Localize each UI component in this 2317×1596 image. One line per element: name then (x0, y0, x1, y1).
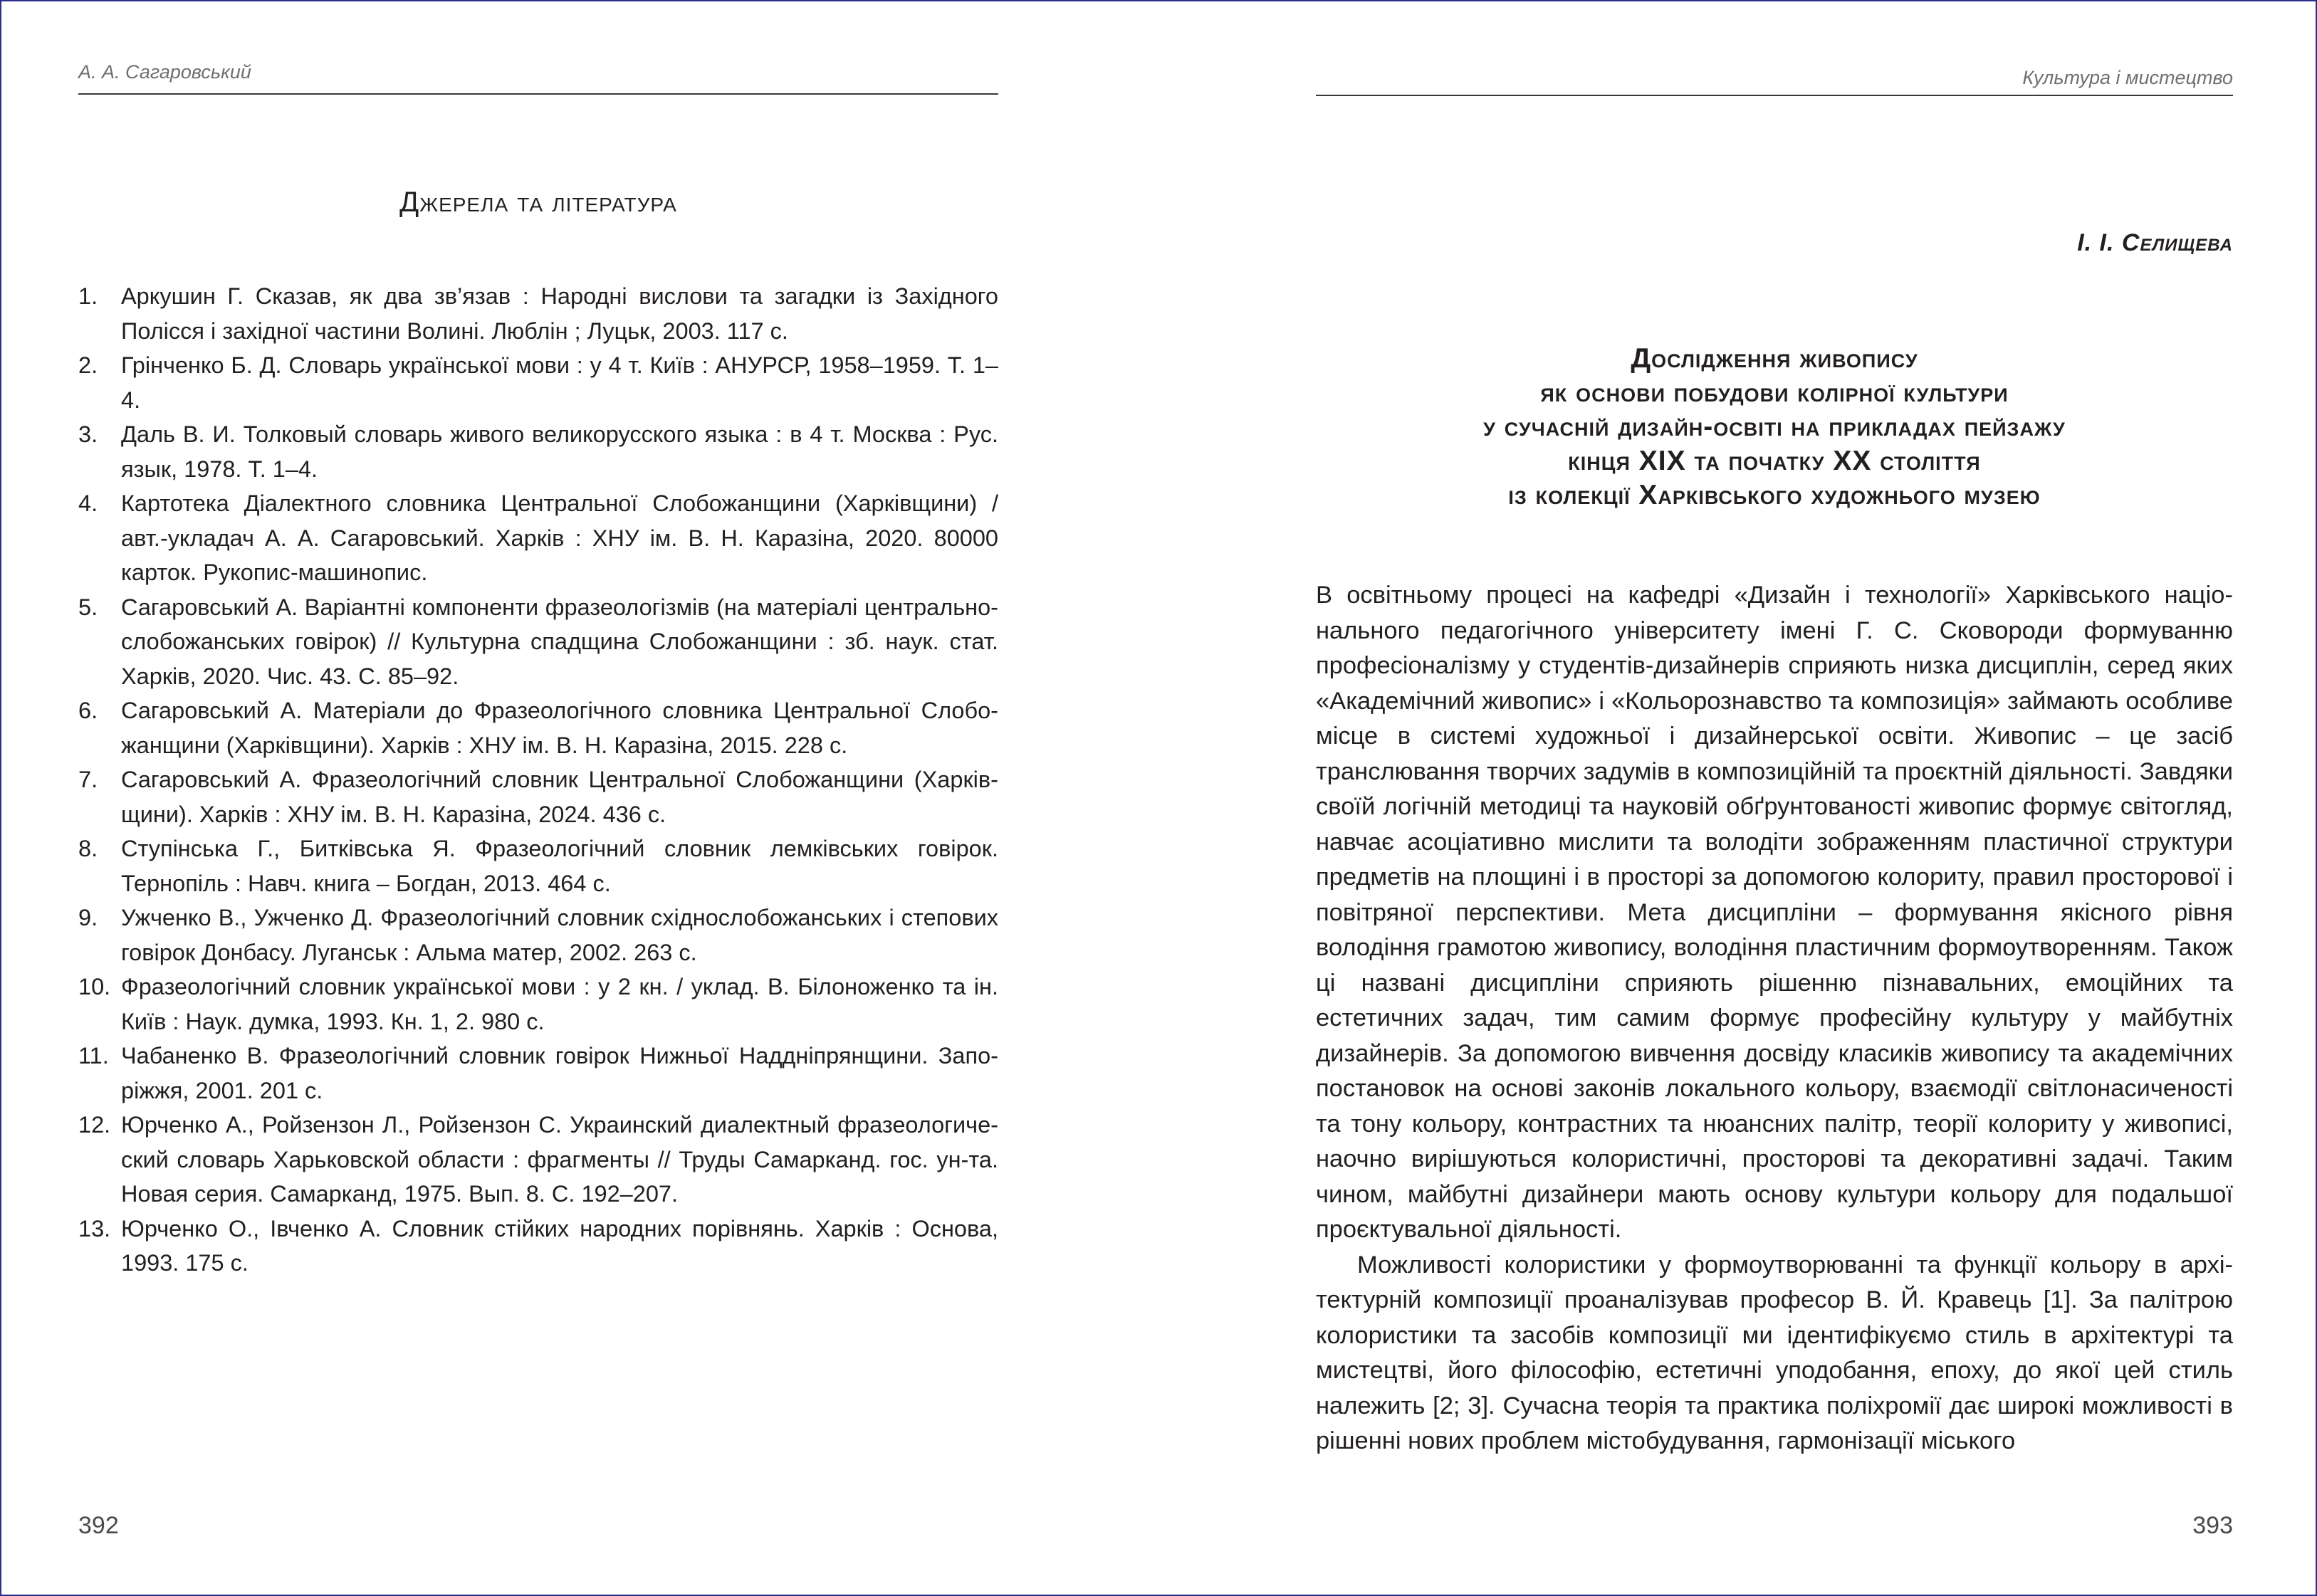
article-title-line: у сучасній дизайн-освіті на прикладах пейзажу (1483, 411, 2066, 442)
reference-text: Ужченко В., Ужченко Д. Фразеологічний словник східнослобожанських і степових говірок Донбасу. Луганськ : Альма матер, 2002. 263 с. (121, 905, 998, 965)
reference-item (78, 486, 998, 590)
right-page (1316, 0, 2233, 1596)
reference-number: 13. (78, 1215, 111, 1241)
reference-item (78, 901, 998, 970)
reference-item (78, 970, 998, 1039)
reference-text: Юрченко О., Івченко А. Словник стійких народних порівнянь. Харків : Основа, 1993. 175 с. (121, 1215, 998, 1276)
reference-list (78, 279, 998, 1281)
reference-text: Сагаровський А. Фразеологічний словник Центральної Слобожанщини (Харківщини). Харків : ХНУ ім. В. Н. Каразіна, 2024. 436 с. (121, 767, 998, 827)
reference-number: 11. (78, 1043, 109, 1069)
reference-item (78, 1039, 998, 1108)
reference-item (78, 762, 998, 831)
reference-item (78, 279, 998, 348)
left-page (78, 0, 998, 1596)
article-title-line: кінця XIX та початку XX століття (1568, 446, 1981, 476)
reference-text: Чабаненко В. Фразеологічний словник говірок Нижньої Наддніпрянщини. Запоріжжя, 2001. 201 с. (121, 1043, 998, 1103)
reference-item (78, 590, 998, 694)
page-number-right: 393 (2192, 1512, 2233, 1539)
reference-text: Юрченко А., Ройзензон Л., Ройзензон С. Украинский диалектный фразеологический словарь Харьковской области : фрагменты // Труды Самарканд. гос. ун-та. Новая серия. Самарканд, 1975. Вып. 8. С. 192–207. (121, 1112, 998, 1207)
reference-item (78, 693, 998, 762)
reference-text: Сагаровський А. Матеріали до Фразеологічного словника Центральної Слобожанщини (Харківщини). Харків : ХНУ ім. В. Н. Каразіна, 2015. 228 с. (121, 698, 998, 758)
running-head-left: А. А. Сагаровський (78, 61, 998, 95)
reference-number: 2. (78, 352, 98, 378)
reference-item (78, 1108, 998, 1212)
reference-number: 12. (78, 1112, 111, 1138)
reference-number: 7. (78, 767, 98, 792)
reference-number: 5. (78, 594, 98, 620)
article-body (1316, 578, 2233, 1459)
reference-item (78, 831, 998, 901)
body-paragraph: Можливості колористики у формоутворюванні та функції кольору в архітектурній композиції проаналізував професор В. Й. Кравець [1]. За палітрою колористики та засобів композиції ми ідентифікуємо стиль в архітектурі та мистецтві, його філософію, естетичні уподобання, епоху, до якої цей стиль належить [2; 3]. Сучасна теорія та практика поліхромії дає широкі можливості в рішенні нових проблем містобудування, гармонізації міського (1316, 1251, 2233, 1454)
reference-item (78, 348, 998, 417)
reference-number: 10. (78, 974, 111, 999)
reference-number: 3. (78, 421, 98, 447)
reference-text: Аркушин Г. Сказав, як два зв’язав : Народні вислови та загадки із Західного Полісся і західної частини Волині. Люблін ; Луцьк, 2003. 117 с. (121, 283, 998, 344)
references-heading: Джерела та література (399, 187, 677, 218)
article-title-line: Дослідження живопису (1631, 343, 1918, 374)
reference-text: Ступінська Г., Битківська Я. Фразеологічний словник лемківських говірок. Тернопіль : Навч. книга – Богдан, 2013. 464 с. (121, 836, 998, 896)
article-title-line: із колекції Харківського художнього музею (1508, 480, 2041, 510)
reference-text: Картотека Діалектного словника Центральної Слобожанщини (Харківщини) / авт.-укладач А. А. Сагаровський. Харків : ХНУ ім. В. Н. Каразіна, 2020. 80000 карток. Рукопис-машинопис. (121, 490, 998, 585)
reference-number: 6. (78, 698, 98, 723)
article-title (1316, 342, 2233, 513)
page-number-left: 392 (78, 1512, 119, 1539)
reference-number: 1. (78, 283, 98, 309)
reference-number: 8. (78, 836, 98, 861)
running-head-right: Культура і мистецтво (1316, 61, 2233, 96)
reference-item (78, 417, 998, 486)
reference-text: Грінченко Б. Д. Словарь української мови : у 4 т. Київ : АНУРСР, 1958–1959. Т. 1–4. (121, 352, 998, 413)
reference-text: Фразеологічний словник української мови : у 2 кн. / уклад. В. Білоноженко та ін. Київ : Наук. думка, 1993. Кн. 1, 2. 980 с. (121, 974, 998, 1034)
article-title-line: як основи побудови колірної культури (1540, 377, 2009, 408)
reference-text: Сагаровський А. Варіантні компоненти фразеологізмів (на матеріалі центральнослобожанських говірок) // Культурна спадщина Слобожанщини : зб. наук. стат. Харків, 2020. Чис. 43. С. 85–92. (121, 594, 998, 689)
reference-text: Даль В. И. Толковый словарь живого великорусского языка : в 4 т. Москва : Рус. язык, 1978. Т. 1–4. (121, 421, 998, 482)
article-author: І. І. Селищева (2077, 229, 2233, 256)
body-paragraph: В освітньому процесі на кафедрі «Дизайн і технології» Харківського національного педагогічного університету імені Г. С. Сковороди формуванню професіоналізму у студентів-дизайнерів сприяють низка дисциплін, серед яких «Академічний живопис» і «Кольорознавство та композиція» займають особливе місце в системі художньої і дизайнерської освіти. Живопис – це засіб транслювання творчих задумів в композиційній та проєктній діяльності. Завдяки своїй логічній методиці та науковій обґрунтованості живопис формує світогляд, навчає асоціативно мислити та володіти зображенням пластичної структури предметів на площині і в просторі за допомогою колориту, правил просторової і повітряної перспективи. Мета дисципліни – формування якісного рівня володіння грамотою живопису, володіння пластичним формоутворенням. Також ці названі дисципліни сприяють рішенню пізнавальних, емоційних та естетичних задач, тим самим формує професійну культуру у майбутніх дизайнерів. За допомогою вивчення досвіду класиків живопису та академічних постановок на основі законів локального кольору, взаємодії світлонасиченості та тону кольору, контрастних та нюансних палітр, теорії колориту у живописі, наочно вирішуються колористичні, просторові та декоративні задачі. Таким чином, майбутні дизайнери мають основу культури кольору для подальшої проєктувальної діяльності. (1316, 582, 2233, 1243)
reference-item (78, 1212, 998, 1281)
reference-number: 9. (78, 905, 98, 930)
reference-number: 4. (78, 490, 98, 516)
